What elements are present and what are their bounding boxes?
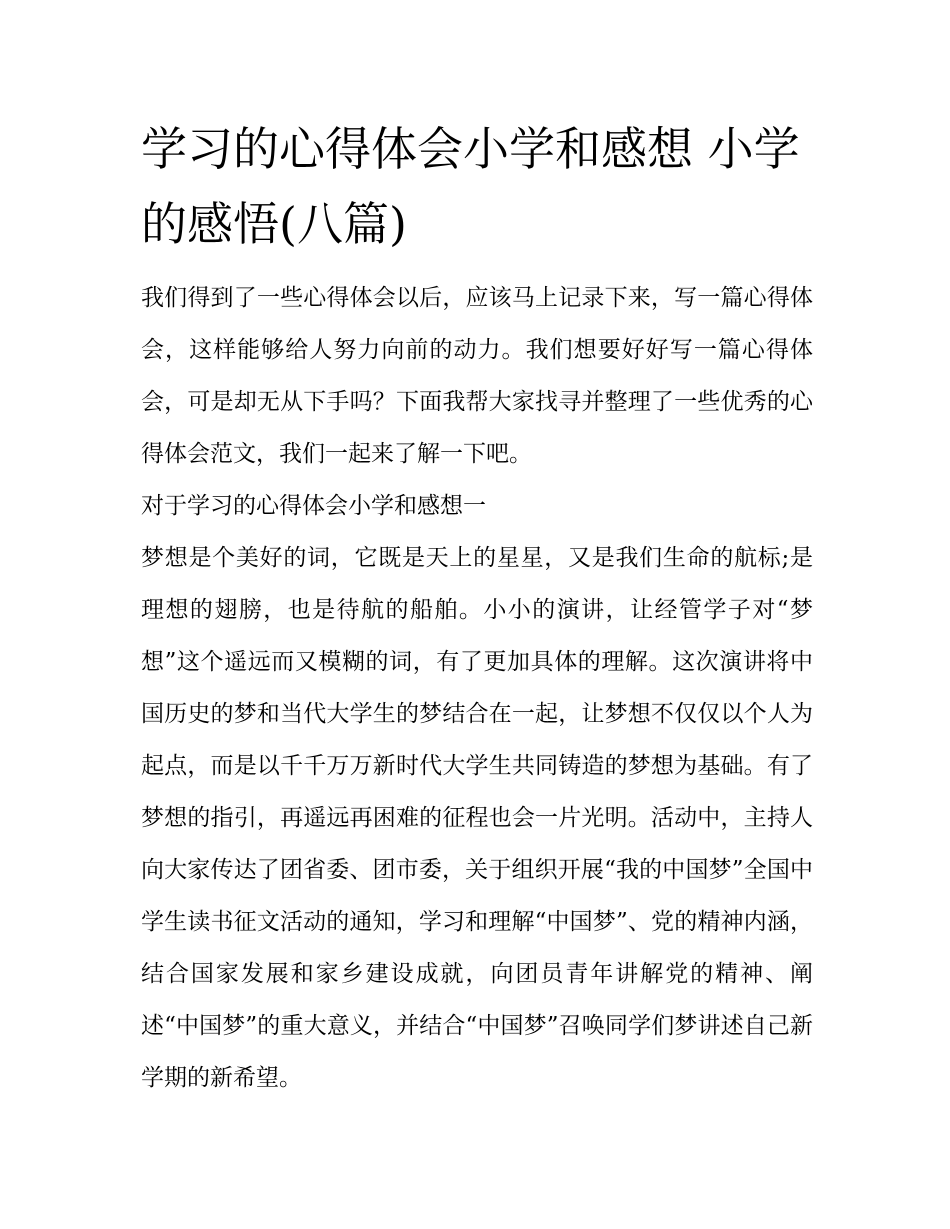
section-heading: 对于学习的心得体会小学和感想一	[141, 493, 486, 519]
document-title: 学习的心得体会小学和感想 小学的感悟(八篇)	[141, 122, 800, 251]
document-page	[141, 112, 813, 1104]
body-paragraph: 梦想是个美好的词，它既是天上的星星，又是我们生命的航标;是理想的翅膀，也是待航的船舶。小小的演讲，让经管学子对“梦想”这个遥远而又模糊的词，有了更加具体的理解。这次演讲将中国历史的梦和当代大学生的梦结合在一起，让梦想不仅仅以个人为起点，而是以千千万万新时代大学生共同铸造的梦想为基础。有了梦想的指引，再遥远再困难的征程也会一片光明。活动中，主持人向大家传达了团省委、团市委，关于组织开展“我的中国梦”全国中学生读书征文活动的通知，学习和理解“中国梦”、党的精神内涵，结合国家发展和家乡建设成就，向团员青年讲解党的精神、阐述“中国梦”的重大意义，并结合“中国梦”召唤同学们梦讲述自己新学期的新希望。	[141, 545, 813, 1091]
intro-paragraph: 我们得到了一些心得体会以后，应该马上记录下来，写一篇心得体会，这样能够给人努力向前的动力。我们想要好好写一篇心得体会，可是却无从下手吗？下面我帮大家找寻并整理了一些优秀的心得体会范文，我们一起来了解一下吧。	[141, 285, 813, 467]
